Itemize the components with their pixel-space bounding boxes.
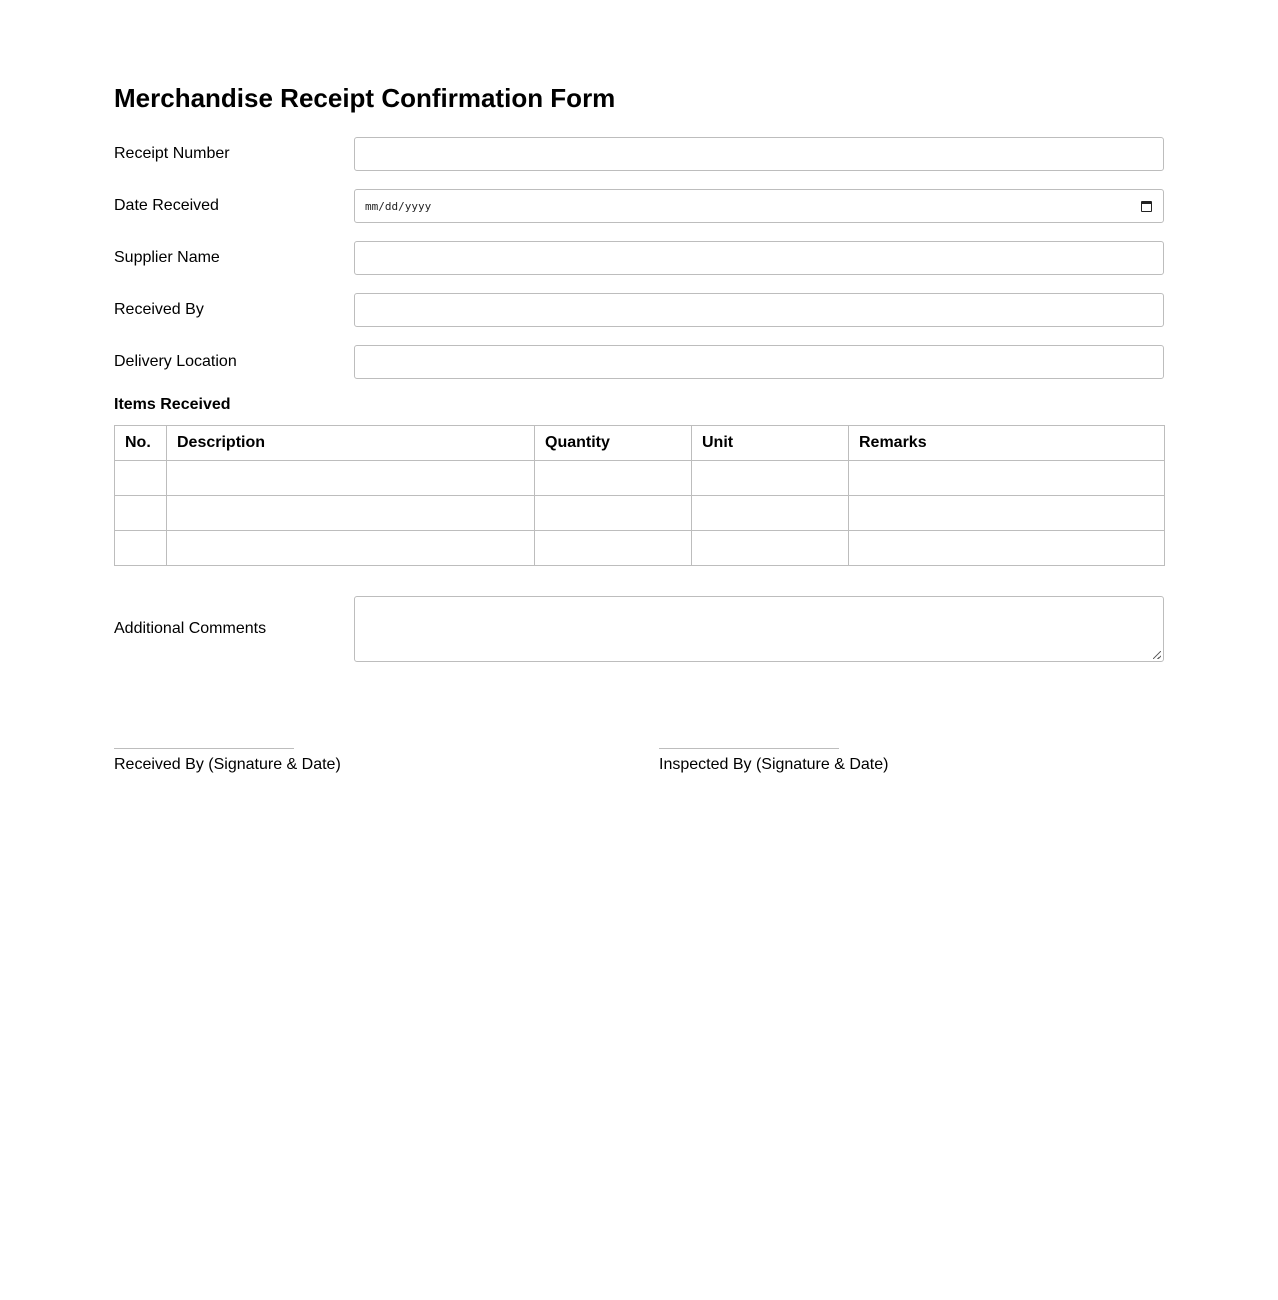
cell-unit[interactable] [692, 461, 849, 496]
cell-no[interactable] [115, 496, 167, 531]
signature-line [659, 748, 839, 749]
cell-quantity[interactable] [535, 461, 692, 496]
date-received-input[interactable] [354, 189, 1164, 223]
cell-description[interactable] [167, 531, 535, 566]
delivery-location-row [114, 345, 1164, 379]
received-by-signature [114, 748, 659, 775]
page-title: Merchandise Receipt Confirmation Form [114, 83, 616, 113]
cell-remarks[interactable] [849, 461, 1165, 496]
supplier-name-row [114, 241, 1164, 275]
supplier-name-input[interactable] [354, 241, 1164, 275]
signature-section [114, 748, 1164, 775]
cell-quantity[interactable] [535, 496, 692, 531]
date-placeholder: mm/dd/yyyy [365, 199, 432, 213]
date-received-row [114, 189, 1164, 223]
supplier-name-label: Supplier Name [114, 249, 220, 266]
cell-no[interactable] [115, 531, 167, 566]
cell-remarks[interactable] [849, 531, 1165, 566]
items-table [114, 425, 1165, 566]
column-header-description: Description [167, 426, 535, 461]
receipt-number-label: Receipt Number [114, 145, 230, 162]
calendar-icon[interactable] [1141, 201, 1152, 212]
column-header-no: No. [115, 426, 167, 461]
received-by-row [114, 293, 1164, 327]
received-by-signature-label: Received By (Signature & Date) [114, 756, 341, 773]
cell-unit[interactable] [692, 531, 849, 566]
signature-line [114, 748, 294, 749]
cell-unit[interactable] [692, 496, 849, 531]
delivery-location-input[interactable] [354, 345, 1164, 379]
cell-description[interactable] [167, 461, 535, 496]
column-header-quantity: Quantity [535, 426, 692, 461]
table-header-row [115, 426, 1165, 461]
cell-no[interactable] [115, 461, 167, 496]
table-row [115, 496, 1165, 531]
cell-quantity[interactable] [535, 531, 692, 566]
date-received-label: Date Received [114, 197, 219, 214]
column-header-unit: Unit [692, 426, 849, 461]
additional-comments-row [114, 596, 1164, 662]
inspected-by-signature-label: Inspected By (Signature & Date) [659, 756, 889, 773]
items-received-heading: Items Received [114, 396, 231, 413]
delivery-location-label: Delivery Location [114, 353, 237, 370]
additional-comments-label: Additional Comments [114, 620, 267, 637]
additional-comments-textarea[interactable] [354, 596, 1164, 662]
received-by-input[interactable] [354, 293, 1164, 327]
table-row [115, 461, 1165, 496]
receipt-number-row [114, 137, 1164, 171]
cell-remarks[interactable] [849, 496, 1165, 531]
table-row [115, 531, 1165, 566]
inspected-by-signature [659, 748, 1204, 775]
form-fields [114, 137, 1164, 379]
receipt-form-page [114, 0, 1164, 775]
received-by-label: Received By [114, 301, 204, 318]
cell-description[interactable] [167, 496, 535, 531]
resize-grip-icon[interactable] [1153, 651, 1161, 659]
column-header-remarks: Remarks [849, 426, 1165, 461]
receipt-number-input[interactable] [354, 137, 1164, 171]
